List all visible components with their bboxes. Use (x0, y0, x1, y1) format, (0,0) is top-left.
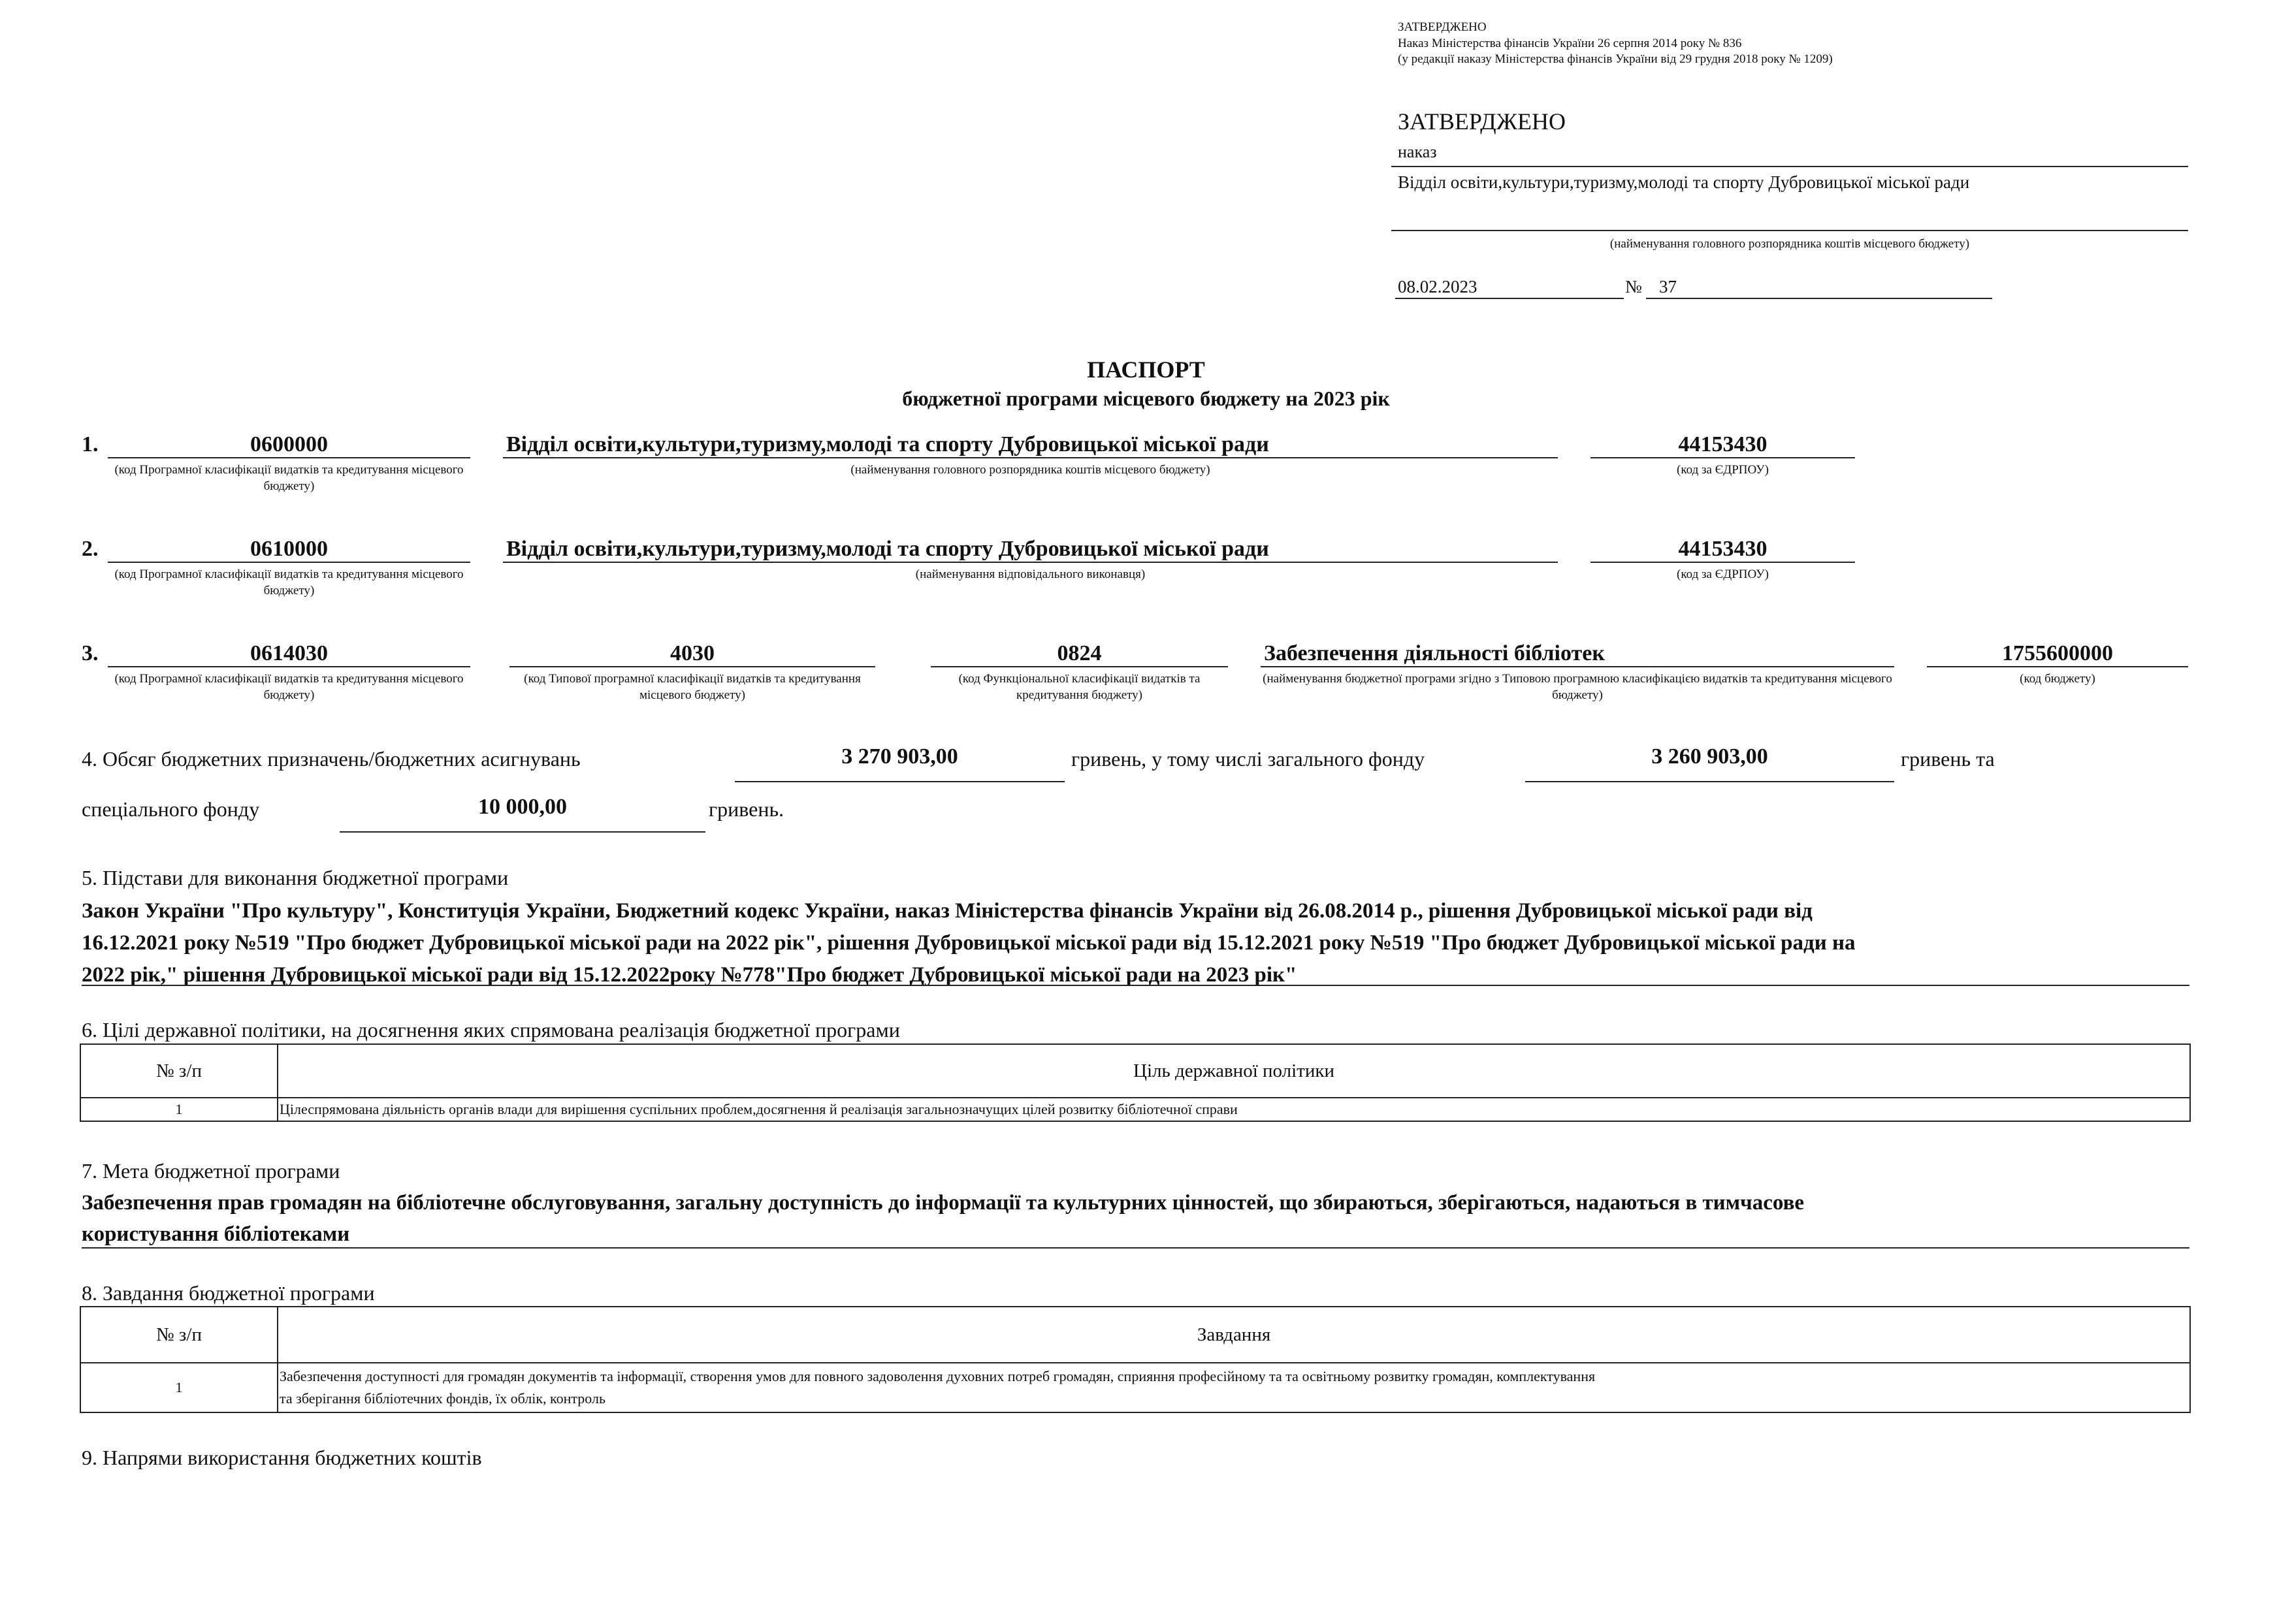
row3-code-underline (108, 666, 470, 667)
row3-program-name: Забезпечення діяльності бібліотек (1264, 641, 1605, 665)
task-text-line-1: Забезпечення доступності для громадян документів та інформації, створення умов для повного задоволення духовних потреб громадян, сприяння професійному та та освітньому розвитку громадян, комплектування (280, 1368, 1596, 1384)
special-fund-amount: 10 000,00 (478, 795, 567, 819)
section5-underline (82, 985, 2189, 986)
approval-kind: наказ (1398, 142, 1437, 161)
row3-func-caption: (код Функціональної класифікації видатків та кредитування бюджету) (958, 672, 1201, 702)
task-text (278, 1363, 2190, 1412)
row1-code-underline (108, 457, 470, 458)
approval-date: 08.02.2023 (1398, 277, 1477, 296)
section7-line-1: Забезпечення прав громадян на бібліотечне обслуговування, загальну доступність до інформації та культурних цінностей, що збираються, зберігаються, надаються в тимчасове (82, 1191, 1805, 1215)
tasks-table (80, 1306, 2191, 1413)
approval-header-line-2: Наказ Міністерства фінансів України 26 серпня 2014 року № 836 (1398, 36, 1742, 50)
row1-number: 1. (82, 432, 99, 456)
row3-budget-underline (1927, 666, 2188, 667)
approval-title: ЗАТВЕРДЖЕНО (1398, 108, 1566, 135)
row1-name-underline (503, 457, 1558, 458)
section5-basis (82, 895, 1855, 991)
total-amount: 3 270 903,00 (841, 744, 958, 769)
row3-budget-caption: (код бюджету) (2020, 672, 2095, 686)
tasks-header-num: № з/п (80, 1307, 278, 1363)
passport-subtitle: бюджетної програми місцевого бюджету на 2023 рік (902, 387, 1390, 410)
row2-edrpou-underline (1590, 562, 1855, 563)
section7-line-2: користування бібліотеками (82, 1222, 350, 1246)
row1-edrpou-underline (1590, 457, 1855, 458)
row2-edrpou-caption: (код за ЄДРПОУ) (1677, 567, 1769, 581)
row3-name-caption: (найменування бюджетної програми згідно з Типовою програмною класифікацією видатків та кредитування місцевого бюджету) (1263, 672, 1892, 702)
table-row (80, 1363, 2190, 1412)
row1-edrpou-caption: (код за ЄДРПОУ) (1677, 463, 1769, 477)
row3-program-code: 0614030 (250, 641, 328, 665)
approval-number-sign: № (1625, 277, 1642, 296)
policy-goals-table (80, 1043, 2191, 1122)
approval-number: 37 (1659, 277, 1677, 296)
row3-code-caption: (код Програмної класифікації видатків та кредитування місцевого бюджету) (114, 672, 464, 702)
row1-program-code: 0600000 (250, 432, 328, 456)
special-fund-underline (340, 831, 705, 833)
section5-line-2: 16.12.2021 року №519 "Про бюджет Дубровицької міської ради на 2022 рік", рішення Дубровицької міської ради від 15.12.2021 року №519 "Про бюджет Дубровицької міської ради на (82, 931, 1856, 955)
section5-label: 5. Підстави для виконання бюджетної програми (82, 866, 509, 889)
row2-name-caption: (найменування відповідального виконавця) (915, 567, 1146, 581)
section9-label: 9. Напрями використання бюджетних коштів (82, 1446, 482, 1469)
section7-goal (82, 1187, 1804, 1250)
section5-line-3: 2022 рік," рішення Дубровицької міської ради від 15.12.2022року №778"Про бюджет Дубровицької міської ради на 2023 рік" (82, 963, 1297, 987)
row2-code-caption: (код Програмної класифікації видатків та кредитування місцевого бюджету) (114, 567, 464, 597)
section7-label: 7. Мета бюджетної програми (82, 1159, 340, 1183)
row2-code-underline (108, 562, 470, 563)
section5-line-1: Закон України "Про культуру", Конституція України, Бюджетний кодекс України, наказ Міністерства фінансів України від 26.08.2014 р., рішення Дубровицької міської ради від (82, 899, 1813, 923)
approval-org-caption: (найменування головного розпорядника коштів місцевого бюджету) (1609, 237, 1970, 251)
special-fund-label: спеціального фонду (82, 797, 260, 821)
approval-number-underline (1646, 298, 1992, 299)
total-amount-underline (735, 781, 1065, 782)
tasks-header-row (80, 1307, 2190, 1363)
approval-header-line-1: ЗАТВЕРДЖЕНО (1398, 20, 1487, 34)
section4-label: 4. Обсяг бюджетних призначень/бюджетних асигнувань (82, 747, 581, 771)
tasks-header-text: Завдання (278, 1307, 2190, 1363)
row2-number: 2. (82, 537, 99, 561)
row1-code-caption: (код Програмної класифікації видатків та кредитування місцевого бюджету) (114, 463, 464, 493)
approval-org-underline (1391, 230, 2188, 231)
task-num: 1 (80, 1363, 278, 1412)
row1-org-name: Відділ освіти,культури,туризму,молоді та спорту Дубровицької міської ради (506, 432, 1269, 456)
approval-header-line-3: (у редакції наказу Міністерства фінансів України від 29 грудня 2018 року № 1209) (1398, 52, 1833, 67)
task-text-line-2: та зберігання бібліотечних фондів, їх облік, контроль (280, 1390, 605, 1407)
approval-kind-underline (1391, 166, 2188, 167)
policy-goal-text: Цілеспрямована діяльність органів влади для вирішення суспільних проблем,досягнення й реалізація загальнозначущих цілей розвитку бібліотечної справи (278, 1098, 2190, 1121)
approval-org: Відділ освіти,культури,туризму,молоді та спорту Дубровицької міської ради (1398, 172, 1970, 192)
row3-name-underline (1261, 666, 1894, 667)
row2-program-code: 0610000 (250, 537, 328, 561)
section4-mid-text: гривень, у тому числі загального фонду (1071, 747, 1425, 771)
general-fund-underline (1525, 781, 1894, 782)
row3-number: 3. (82, 641, 99, 665)
general-fund-amount: 3 260 903,00 (1651, 744, 1768, 769)
row2-executor-name: Відділ освіти,культури,туризму,молоді та спорту Дубровицької міської ради (506, 537, 1269, 561)
approval-date-underline (1395, 298, 1624, 299)
policy-goals-header-row (80, 1044, 2190, 1098)
row3-typical-caption: (код Типової програмної класифікації видатків та кредитування місцевого бюджету) (524, 672, 861, 702)
policy-goal-num: 1 (80, 1098, 278, 1121)
row1-name-caption: (найменування головного розпорядника коштів місцевого бюджету) (850, 463, 1210, 477)
special-fund-tail: гривень. (709, 797, 784, 821)
row3-func-underline (931, 666, 1228, 667)
row3-typical-underline (509, 666, 875, 667)
row3-budget-code: 1755600000 (2002, 641, 2113, 665)
section6-label: 6. Цілі державної політики, на досягнення яких спрямована реалізація бюджетної програми (82, 1018, 900, 1042)
row3-typical-code: 4030 (670, 641, 715, 665)
table-row (80, 1098, 2190, 1121)
passport-title: ПАСПОРТ (1087, 357, 1205, 383)
policy-goals-header-num: № з/п (80, 1044, 278, 1098)
row1-edrpou: 44153430 (1678, 432, 1767, 456)
row2-name-underline (503, 562, 1558, 563)
section7-underline (82, 1247, 2189, 1249)
section8-label: 8. Завдання бюджетної програми (82, 1281, 375, 1305)
row2-edrpou: 44153430 (1678, 537, 1767, 561)
policy-goals-header-text: Ціль державної політики (278, 1044, 2190, 1098)
section4-tail: гривень та (1901, 747, 1995, 771)
approval-header (1398, 20, 1833, 68)
row3-functional-code: 0824 (1057, 641, 1102, 665)
